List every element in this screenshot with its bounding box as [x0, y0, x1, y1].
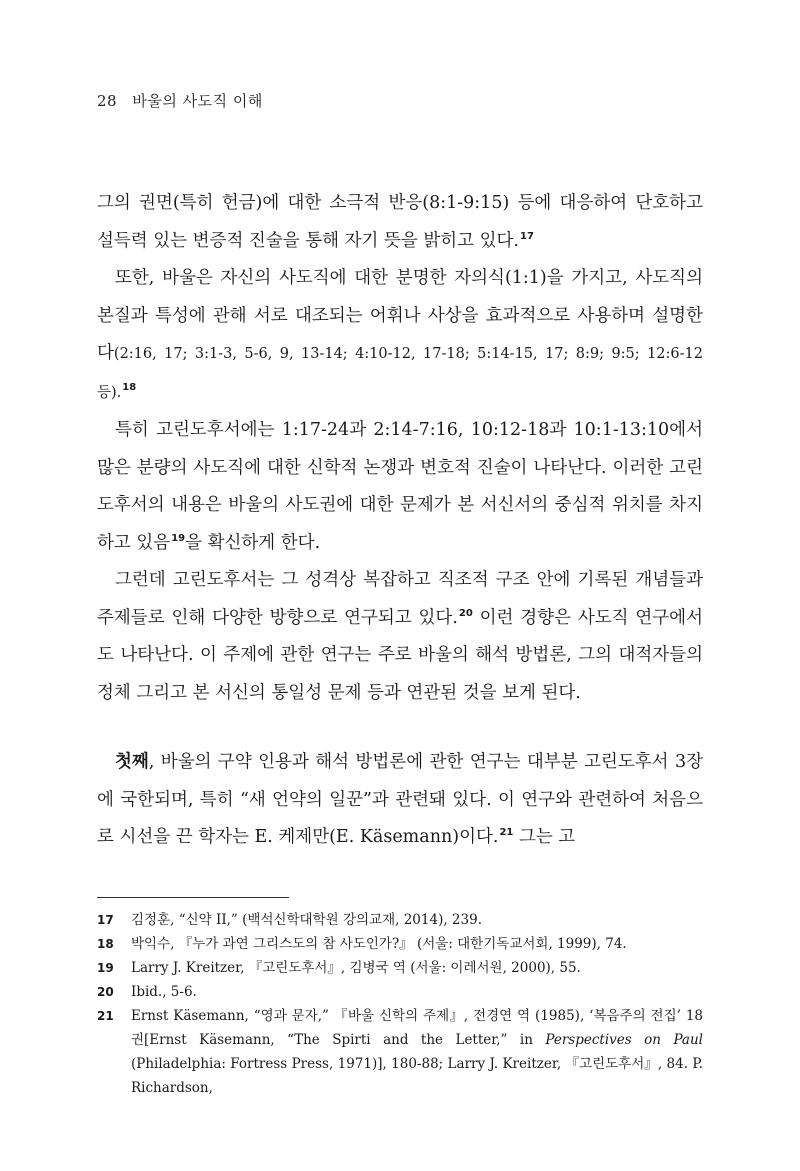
footnote-17 [97, 908, 703, 932]
paragraph-4-text-end: 이런 경향은 사도직 연구에서도 나타난다. 이 주제에 관한 연구는 주로 바울의 해석 방법론, 그의 대적자들의 정체 그리고 본 서신의 통일성 문제 등과 연관된 것을 보게 된다. [97, 607, 703, 703]
footnote-text: Ibid., 5-6. [131, 984, 197, 1000]
page-number: 28 [97, 92, 118, 110]
paragraph-3 [97, 412, 703, 562]
paragraph-4-text: 그런데 고린도후서는 그 성격상 복잡하고 직조적 구조 안에 기록된 개념들과 주제들로 인해 다양한 방향으로 연구되고 있다. [97, 570, 703, 628]
footnote-ref-20[interactable]: 20 [458, 607, 473, 619]
footnote-18 [97, 932, 703, 956]
footnote-number: 21 [97, 1009, 114, 1023]
footnote-divider [97, 897, 289, 898]
paragraph-1-text: 그의 권면(특히 헌금)에 대한 소극적 반응(8:1-9:15) 등에 대응하여 단호하고 설득력 있는 변증적 진술을 통해 자기 뜻을 밝히고 있다. [97, 193, 703, 251]
footnote-21 [97, 1004, 703, 1100]
footnote-number: 18 [97, 937, 114, 951]
paragraph-4 [97, 562, 703, 712]
footnote-text: Larry J. Kreitzer, 『고린도후서』, 김병국 역 (서울: 이레서원, 2000), 55. [131, 960, 581, 976]
footnotes [97, 908, 703, 1100]
paragraph-5-text: , 바울의 구약 인용과 해석 방법론에 관한 연구는 대부분 고린도후서 3장에 국한되며, 특히 “새 언약의 일꾼”과 관련돼 있다. 이 연구와 관련하여 처음으로 시선을 끈 학자는 E. 케제만(E. Käsemann)이다. [97, 752, 703, 847]
footnote-number: 20 [97, 985, 114, 999]
footnote-text-part: (Philadelphia: Fortress Press, 1971)], 180-88; Larry J. Kreitzer, 『고린도후서』, 84. P. Richardson, [131, 1056, 703, 1096]
footnote-text-part: Ernst Käsemann, “영과 문자,” 『바울 신학의 주제』, 전경연 역 (1985), ‘복음주의 전집’ 18권[Ernst Käsemann, “The Spirti and the Letter,” in [131, 1008, 703, 1048]
footnote-text: 김정훈, “신약 II,” (백석신학대학원 강의교재, 2014), 239. [131, 912, 482, 928]
paragraph-5-text-end: 그는 고 [513, 827, 576, 847]
footnote-ref-18[interactable]: 18 [122, 381, 137, 393]
running-header [97, 90, 263, 111]
running-title: 바울의 사도직 이해 [132, 92, 263, 110]
paragraph-3-text-end: 을 확신하게 한다. [185, 532, 321, 553]
book-title: Perspectives on Paul [545, 1032, 703, 1048]
footnote-text [131, 1004, 703, 1100]
paragraph-2-text: 또한, 바울은 자신의 사도직에 대한 분명한 자의식(1:1)을 가지고, 사도직의 본질과 특성에 관해 서로 대조되는 어휘나 사상을 효과적으로 사용하며 설명한다 [97, 268, 703, 363]
paragraph-5-lead: 첫째 [115, 752, 149, 772]
footnote-ref-19[interactable]: 19 [171, 532, 186, 544]
paragraph-5 [97, 744, 703, 857]
footnote-ref-21[interactable]: 21 [499, 827, 514, 838]
paragraph-2-references: (2:16, 17; 3:1-3, 5-6, 9, 13-14; 4:10-12, 17-18; 5:14-15, 17; 8:9; 9:5; 12:6-12 등). [97, 346, 703, 401]
footnote-text: 박익수, 『누가 과연 그리스도의 참 사도인가?』 (서울: 대한기독교서회, 1999), 74. [131, 936, 627, 952]
footnote-number: 17 [97, 913, 114, 927]
paragraph-3-text: 특히 고린도후서에는 1:17-24과 2:14-7:16, 10:12-18과 10:1-13:10에서 많은 분량의 사도직에 대한 신학적 논쟁과 변호적 진술이 나타난다. 이러한 고린도후서의 내용은 바울의 사도권에 대한 문제가 본 서신서의 중심적 위치를 차지하고 있음 [97, 420, 703, 553]
paragraph-1 [97, 185, 703, 260]
body-text [97, 185, 703, 857]
footnote-19 [97, 956, 703, 980]
paragraph-2 [97, 260, 703, 412]
footnote-number: 19 [97, 961, 114, 975]
footnote-20 [97, 980, 703, 1004]
footnote-ref-17[interactable]: 17 [519, 230, 534, 242]
